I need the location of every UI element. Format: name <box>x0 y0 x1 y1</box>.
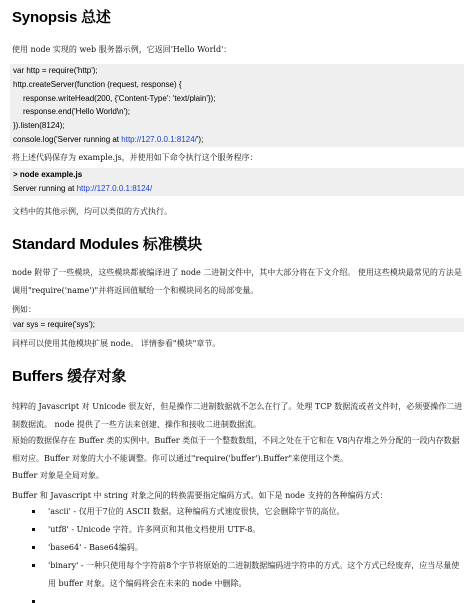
buffers-paragraph-4: Buffer 和 Javascript 中 string 对象之间的转换需要指定编码方式。如下是 node 支持的各种编码方式： <box>12 491 388 500</box>
synopsis-intro: 使用 node 实现的 web 服务器示例，它返回'Hello World'： <box>12 45 232 54</box>
code-line: var http = require('http'); <box>13 66 98 75</box>
code-line <box>13 133 461 147</box>
list-item: 'utf8' - Unicode 字符。许多网页和其他文档使用 UTF-8。 <box>30 521 460 539</box>
modules-heading: Standard Modules 标准模块 <box>12 236 202 253</box>
buffers-heading: Buffers 缓存对象 <box>12 368 127 385</box>
buffers-paragraph-2: 原始的数据保存在 Buffer 类的实例中。Buffer 类似于一个整数数组，不同之处在于它和在 V8内存堆之外分配的一段内存数据相对应。Buffer 对象的大小不能调整。你可以通过"require('buffer').Buffer"来使用这个类。 <box>12 436 460 463</box>
modules-paragraph: node 附带了一些模块，这些模块都被编译进了 node 二进制文件中，其中大部分将在下文介绍。 使用这些模块最常见的方法是调用"require('name')"并将返回值赋给一个和模块同名的局部变量。 <box>12 268 462 295</box>
save-instruction: 将上述代码保存为 example.js，并使用如下命令执行这个服务程序： <box>12 153 258 162</box>
modules-code-block <box>10 318 464 332</box>
list-item: 'binary' - 一种只使用每个字符前8个字节将原始的二进制数据编码进字符串的方式。这个方式已经废弃，应当尽量使用 buffer 对象。这个编码将会在未来的 node 中删除。 <box>30 557 460 593</box>
list-item: 'base64' - Base64编码。 <box>30 539 460 557</box>
list-item: 'ascii' - 仅用于7位的 ASCII 数据。这种编码方式速度很快，它会删除字节的高位。 <box>30 503 460 521</box>
code-line: http.createServer(function (request, response) { <box>13 79 182 89</box>
buffers-paragraph-3: Buffer 对象是全局对象。 <box>12 471 104 480</box>
encoding-list <box>30 503 460 593</box>
synopsis-heading: Synopsis 总述 <box>12 9 111 26</box>
output-line <box>13 182 461 196</box>
example-label: 例如： <box>12 305 36 314</box>
server-url-link[interactable]: http://127.0.0.1:8124/ <box>121 134 197 144</box>
extend-note: 同样可以使用其他模块扩展 node。 详情参看"模块"章节。 <box>12 339 221 348</box>
synopsis-code-block <box>10 64 464 147</box>
code-line: }).listen(8124); <box>13 121 65 131</box>
buffers-paragraph-1: 纯粹的 Javascript 对 Unicode 很友好，但是操作二进制数据就不怎么在行了。处理 TCP 数据流或者文件时，必须要操作二进制数据流。 node 提供了一些方法来创建、操作和接收二进制数据流。 <box>12 402 463 429</box>
code-text: '); <box>196 134 204 144</box>
command-line: > node example.js <box>13 170 83 179</box>
code-line: var sys = require('sys'); <box>13 320 95 329</box>
output-text: Server running at <box>13 183 77 193</box>
docs-note: 文档中的其他示例，均可以类似的方式执行。 <box>12 207 172 216</box>
code-line: response.end('Hello World\n'); <box>23 107 130 117</box>
command-block <box>10 168 464 196</box>
code-text: console.log('Server running at <box>13 134 122 144</box>
server-url-link[interactable]: http://127.0.0.1:8124/ <box>76 183 153 193</box>
code-line: response.writeHead(200, {'Content-Type': 'text/plain'}); <box>23 93 216 103</box>
